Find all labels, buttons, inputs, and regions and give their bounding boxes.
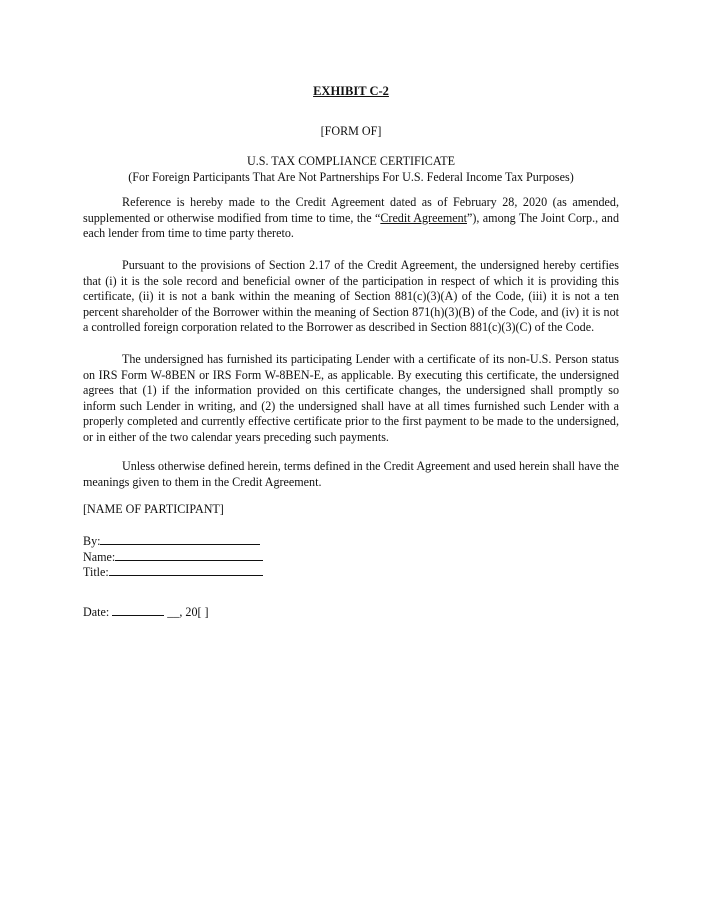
paragraph-reference-text-end: ”), among The Joint Corp., and each lender from time to time party thereto. <box>83 210 619 241</box>
paragraph-form-w8ben: The undersigned has furnished its participating Lender with a certificate of its non-U.S. Person status on IRS Form W-8BEN or IRS Form W-8BEN-E, as applicable. By executing this certificate, the undersigned agrees that (1) if the information provided on this certificate changes, the undersigned shall promptly so inform such Lender in writing, and (2) the undersigned shall have at all times furnished such Lender with a properly completed and currently effective certificate prior to the first payment to be made to the undersigned, or in either of the two calendar years preceding such payments. <box>83 352 619 444</box>
signature-by-line <box>83 532 260 550</box>
date-line <box>83 603 209 621</box>
exhibit-title-text: EXHIBIT C-2 <box>313 84 389 98</box>
certificate-title: U.S. TAX COMPLIANCE CERTIFICATE <box>246 154 456 168</box>
form-of-label: [FORM OF] <box>320 124 382 138</box>
signature-by-label: By: <box>83 534 101 548</box>
exhibit-title <box>83 84 619 100</box>
defined-term-credit-agreement: Credit Agreement <box>380 210 467 225</box>
signature-title-field[interactable] <box>109 563 263 576</box>
paragraph-definitions: Unless otherwise defined herein, terms defined in the Credit Agreement and used herein shall have the meanings given to them in the Credit Agreement. <box>83 459 619 489</box>
paragraph-reference-text-start: Reference is hereby made to the Credit Agreement dated as of February 28, 2020 (as amended, supplemented or otherwise modified from time to time, the “ <box>83 195 619 225</box>
certificate-subtitle: (For Foreign Participants That Are Not Partnerships For U.S. Federal Income Tax Purposes) <box>128 170 574 184</box>
paragraph-certification: Pursuant to the provisions of Section 2.17 of the Credit Agreement, the undersigned hereby certifies that (i) it is the sole record and beneficial owner of the participation in respect of which it is providing this certificate, (ii) it is not a bank within the meaning of Section 881(c)(3)(A) of the Code, (iii) it is not a ten percent shareholder of the Borrower within the meaning of Section 871(h)(3)(B) of the Code, and (iv) it is not a controlled foreign corporation related to the Borrower as described in Section 881(c)(3)(C) of the Code. <box>83 258 619 335</box>
signature-title-line <box>83 563 263 581</box>
date-month-field[interactable] <box>112 603 164 616</box>
date-label: Date: <box>83 605 110 619</box>
signature-name-field[interactable] <box>115 548 263 561</box>
signature-title-label: Title: <box>83 565 109 579</box>
date-separator: __, 20[ ] <box>167 605 209 619</box>
participant-name-placeholder: [NAME OF PARTICIPANT] <box>83 502 224 516</box>
paragraph-reference <box>83 195 619 242</box>
signature-name-label: Name: <box>83 550 116 564</box>
signature-by-field[interactable] <box>100 532 260 545</box>
